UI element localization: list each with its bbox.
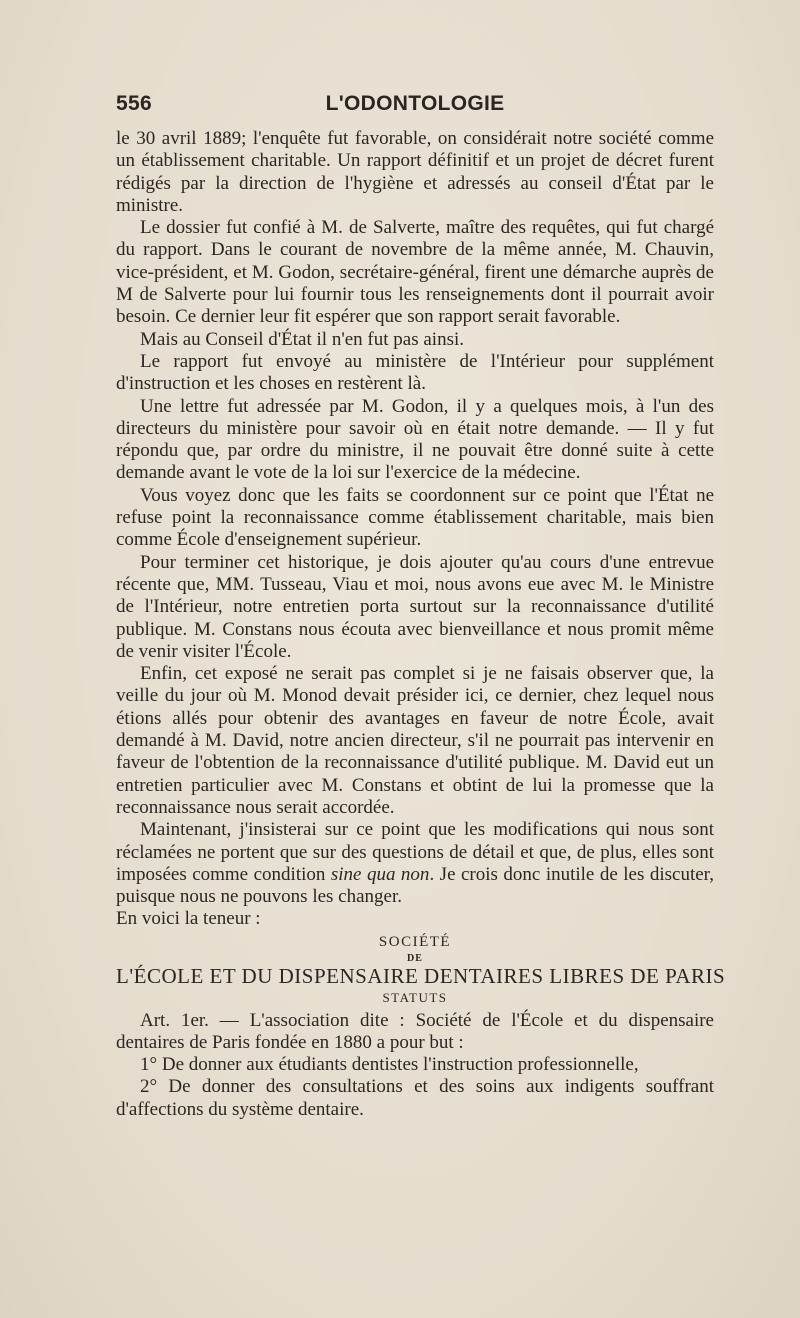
paragraph: Mais au Conseil d'État il n'en fut pas ainsi. [140, 328, 464, 350]
paragraph: Vous voyez donc que les faits se coordonnent sur ce point que l'État ne refuse point la reconnaissance comme établissement charitable, mais bien comme École d'enseignement supérieur. [116, 484, 714, 551]
article-item: 2° De donner des consultations et des soins aux indigents souffrant d'affections du système dentaire. [116, 1076, 714, 1120]
paragraph [116, 819, 714, 908]
paragraph: le 30 avril 1889; l'enquête fut favorable, on considérait notre société comme un établissement charitable. Un rapport définitif et un projet de décret furent rédigés par la direction de l'hygiène et adressés au conseil d'État par le ministre. [116, 128, 714, 216]
page-number: 556 [116, 92, 152, 115]
paragraph: Le dossier fut confié à M. de Salverte, maître des requêtes, qui fut chargé du rapport. Dans le courant de novembre de la même année, M. Chauvin, vice-président, et M. Godon, secrétaire-général, firent une démarche auprès de M de Salverte pour lui fournir tous les renseignements dont il pourrait avoir besoin. Ce dernier leur fit espérer que son rapport serait favorable. [116, 217, 714, 328]
article-item: 1° De donner aux étudiants dentistes l'instruction professionnelle, [140, 1054, 639, 1076]
paragraph: Enfin, cet exposé ne serait pas complet si je ne faisais observer que, la veille du jour où M. Monod devait présider ici, ce dernier, chez lequel nous étions allés pour obtenir des avantages en faveur de notre École, avait demandé à M. David, notre ancien directeur, s'il ne pourrait pas intervenir en faveur de l'obtention de la reconnaissance d'utilité publique. M. David eut un entretien particulier avec M. Constans et obtint de lui la promesse que la reconnaissance nous serait accordée. [116, 663, 714, 818]
statutes-heading-societe: SOCIÉTÉ [378, 933, 452, 950]
statutes-label: STATUTS [382, 990, 448, 1006]
paragraph: Pour terminer cet historique, je dois ajouter qu'au cours d'une entrevue récente que, MM. Tusseau, Viau et moi, nous avons eue avec M. le Ministre de l'Intérieur, notre entretien porta surtout sur la reconnaissance d'utilité publique. M. Constans nous écouta avec bienveillance et nous promit même de venir visiter l'École. [116, 551, 714, 662]
latin-phrase: sine qua non [330, 863, 430, 885]
statutes-title: L'ÉCOLE ET DU DISPENSAIRE DENTAIRES LIBRES DE PARIS [116, 963, 726, 988]
paragraph-closing: En voici la teneur : [116, 908, 261, 930]
article-1: Art. 1er. — L'association dite : Société de l'École et du dispensaire dentaires de Paris fondée en 1880 a pour but : [116, 1009, 714, 1053]
paragraph-text: . Je crois donc inutile de les discuter, puisque nous ne pouvons les changer. [116, 863, 714, 908]
paragraph-text: Maintenant, j'insisterai sur ce point que les modifications qui nous sont réclamées ne portent que sur des questions de détail et que, de plus, elles sont imposées comme condition [116, 819, 714, 885]
running-title: L'ODONTOLOGIE [325, 92, 505, 115]
paragraph: Le rapport fut envoyé au ministère de l'Intérieur pour supplément d'instruction et les choses en restèrent là. [116, 350, 714, 395]
body-text [116, 128, 726, 1121]
paragraph: Une lettre fut adressée par M. Godon, il y a quelques mois, à l'un des directeurs du ministère pour savoir où en était notre demande. — Il y fut répondu que, par ordre du ministre, il ne pouvait être donné suite à cette demande avant le vote de la loi sur l'exercice de la médecine. [116, 395, 714, 484]
statutes-heading-de: DE [407, 952, 423, 964]
